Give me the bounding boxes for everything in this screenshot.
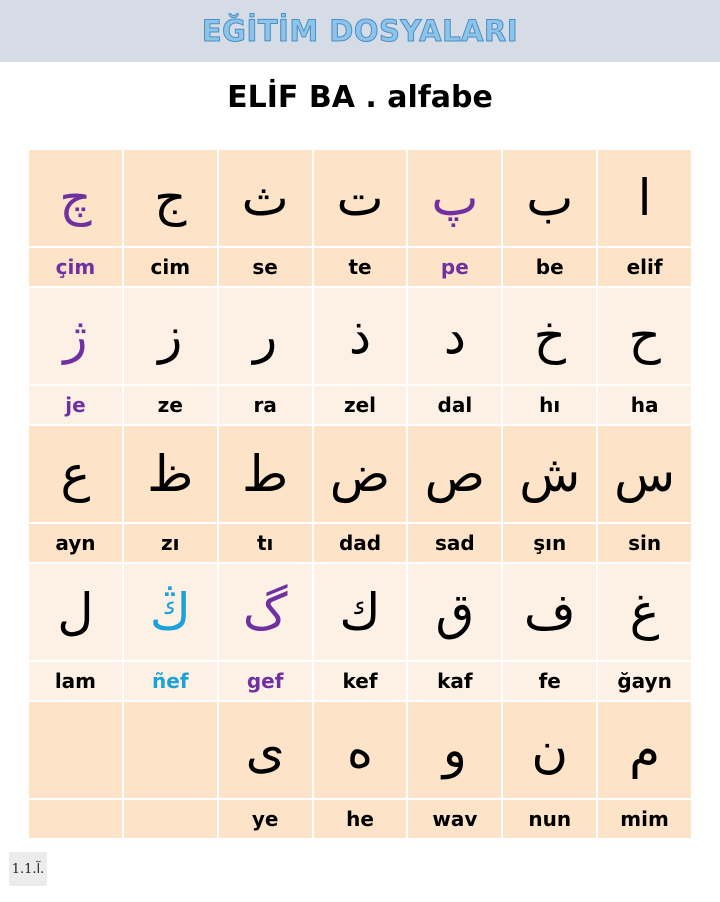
arabic-letter: ش xyxy=(503,426,596,522)
arabic-letter: ل xyxy=(29,564,122,660)
arabic-letter: و xyxy=(408,702,501,798)
letter-name: kaf xyxy=(408,662,501,700)
arabic-letter: ط xyxy=(219,426,312,522)
arabic-letter: چ xyxy=(29,150,122,246)
arabic-letter: ى xyxy=(219,702,312,798)
letter-name: ye xyxy=(219,800,312,838)
letter-name: çim xyxy=(29,248,122,286)
letter-name: lam xyxy=(29,662,122,700)
arabic-letter: ا xyxy=(598,150,691,246)
letter-name: ayn xyxy=(29,524,122,562)
arabic-letter: ق xyxy=(408,564,501,660)
top-banner xyxy=(0,0,720,62)
letter-name: ra xyxy=(219,386,312,424)
arabic-letter: ع xyxy=(29,426,122,522)
letter-name: sin xyxy=(598,524,691,562)
page-title: ELİF BA . alfabe xyxy=(227,80,493,115)
arabic-letter: ف xyxy=(503,564,596,660)
alphabet-table xyxy=(29,150,691,831)
letter-name: be xyxy=(503,248,596,286)
letter-name: zel xyxy=(314,386,407,424)
letter-name: sad xyxy=(408,524,501,562)
arabic-letter: ض xyxy=(314,426,407,522)
letter-name: ze xyxy=(124,386,217,424)
letter-name: nun xyxy=(503,800,596,838)
arabic-letter: ص xyxy=(408,426,501,522)
arabic-letter: ك xyxy=(314,564,407,660)
letter-name: elif xyxy=(598,248,691,286)
arabic-letter: ژ xyxy=(29,288,122,384)
letter-name: tı xyxy=(219,524,312,562)
letter-name: şın xyxy=(503,524,596,562)
banner-title: EĞİTİM DOSYALARI xyxy=(201,14,519,48)
arabic-letter: ج xyxy=(124,150,217,246)
letter-name: ñef xyxy=(124,662,217,700)
letter-name: te xyxy=(314,248,407,286)
arabic-letter xyxy=(124,702,217,798)
letter-name: ğayn xyxy=(598,662,691,700)
letter-name xyxy=(29,800,122,838)
letter-name: mim xyxy=(598,800,691,838)
arabic-letter: ظ xyxy=(124,426,217,522)
letter-name: kef xyxy=(314,662,407,700)
arabic-letter: ث xyxy=(219,150,312,246)
arabic-letter: س xyxy=(598,426,691,522)
arabic-letter: خ xyxy=(503,288,596,384)
arabic-letter: ڭ xyxy=(124,564,217,660)
letter-name xyxy=(124,800,217,838)
letter-name: je xyxy=(29,386,122,424)
arabic-letter: ح xyxy=(598,288,691,384)
letter-name: zı xyxy=(124,524,217,562)
letter-name: cim xyxy=(124,248,217,286)
letter-name: wav xyxy=(408,800,501,838)
letter-name: ha xyxy=(598,386,691,424)
letter-name: dad xyxy=(314,524,407,562)
letter-name: dal xyxy=(408,386,501,424)
letter-name: he xyxy=(314,800,407,838)
arabic-letter: ه xyxy=(314,702,407,798)
arabic-letter: ر xyxy=(219,288,312,384)
arabic-letter: ن xyxy=(503,702,596,798)
arabic-letter: گ xyxy=(219,564,312,660)
letter-name: hı xyxy=(503,386,596,424)
arabic-letter: ب xyxy=(503,150,596,246)
arabic-letter: ز xyxy=(124,288,217,384)
letter-name: se xyxy=(219,248,312,286)
arabic-letter: م xyxy=(598,702,691,798)
letter-name: gef xyxy=(219,662,312,700)
arabic-letter: د xyxy=(408,288,501,384)
arabic-letter: ذ xyxy=(314,288,407,384)
page-number-badge xyxy=(9,852,47,886)
page-number-label: آ.1.1. xyxy=(11,861,45,877)
letter-name: pe xyxy=(408,248,501,286)
arabic-letter: پ xyxy=(408,150,501,246)
arabic-letter: غ xyxy=(598,564,691,660)
arabic-letter: ت xyxy=(314,150,407,246)
arabic-letter xyxy=(29,702,122,798)
letter-name: fe xyxy=(503,662,596,700)
